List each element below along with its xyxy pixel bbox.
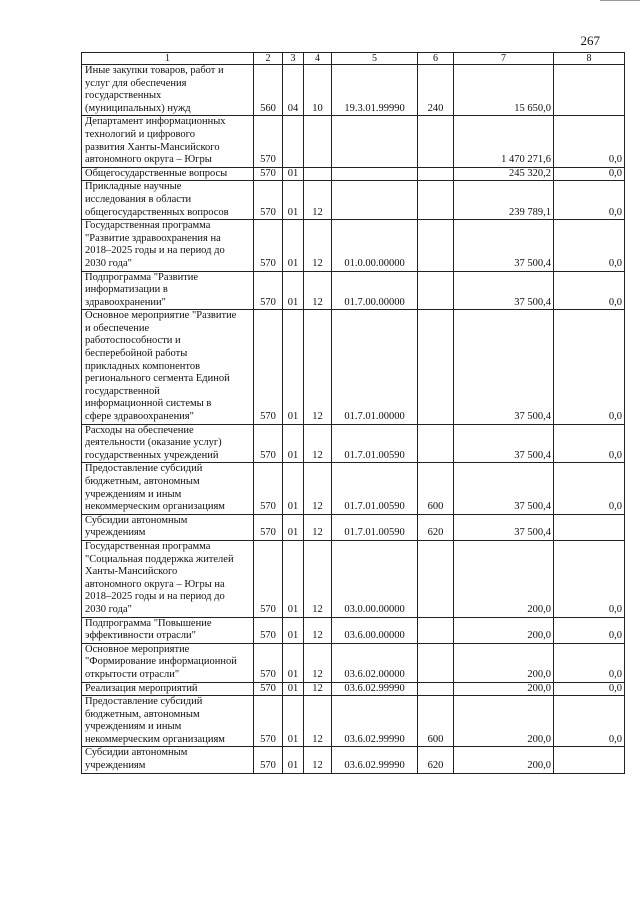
cell-c4: 10 <box>304 65 332 116</box>
row-name-line: услуг для обеспечения <box>85 77 187 89</box>
row-name-line: автономного округа – Югры <box>85 154 212 166</box>
table-row <box>82 540 625 617</box>
cell-c5: 01.7.01.00590 <box>332 514 418 540</box>
table-row <box>82 424 625 463</box>
cell-c8: 0,0 <box>554 643 625 682</box>
table-row <box>82 310 625 424</box>
row-name-cell <box>82 682 254 696</box>
cell-c5: 03.6.00.00000 <box>332 617 418 643</box>
cell-c4: 12 <box>304 181 332 220</box>
row-name-line: Субсидии автономным <box>85 514 188 526</box>
cell-c2: 570 <box>254 424 283 463</box>
row-name-line: (муниципальных) нужд <box>85 102 191 114</box>
row-name-cell <box>82 310 254 424</box>
cell-c6 <box>418 643 454 682</box>
cell-c8: 0,0 <box>554 310 625 424</box>
header-cell: 8 <box>554 53 625 65</box>
cell-c3: 01 <box>283 643 304 682</box>
row-name-line: бюджетным, автономным <box>85 476 200 487</box>
table-row <box>82 167 625 181</box>
cell-c5: 01.7.01.00590 <box>332 424 418 463</box>
row-name-line: Подпрограмма "Повышение <box>85 617 212 629</box>
cell-c2: 570 <box>254 181 283 220</box>
row-name-line: работоспособности и <box>85 335 181 347</box>
cell-c2: 570 <box>254 617 283 643</box>
cell-c7: 200,0 <box>454 643 554 682</box>
budget-table <box>81 52 625 774</box>
cell-c8: 0,0 <box>554 696 625 747</box>
cell-c8: 0,0 <box>554 220 625 271</box>
page-number: 267 <box>580 33 600 48</box>
row-name-cell <box>82 643 254 682</box>
cell-c5: 01.7.00.00000 <box>332 271 418 310</box>
cell-c2: 570 <box>254 271 283 310</box>
row-name-line: Государственная программа <box>85 220 211 232</box>
cell-c7: 37 500,4 <box>454 220 554 271</box>
row-name-line: Государственная программа <box>85 540 211 552</box>
cell-c3: 01 <box>283 540 304 617</box>
cell-c3: 01 <box>283 167 304 181</box>
row-name-line: государственных учреждений <box>85 449 219 461</box>
header-cell: 5 <box>332 53 418 65</box>
row-name-line: учреждениям <box>85 760 146 772</box>
table-row <box>82 617 625 643</box>
header-cell: 2 <box>254 53 283 65</box>
cell-c2: 570 <box>254 463 283 514</box>
cell-c3: 04 <box>283 65 304 116</box>
cell-c6: 600 <box>418 696 454 747</box>
table-header-row <box>82 53 625 65</box>
cell-c4: 12 <box>304 463 332 514</box>
cell-c5 <box>332 167 418 181</box>
row-name-line: Департамент информационных <box>85 116 226 128</box>
cell-c7: 1 470 271,6 <box>454 116 554 167</box>
row-name-line: прикладных компонентов <box>85 360 201 372</box>
cell-c3: 01 <box>283 747 304 773</box>
cell-c8: 0,0 <box>554 181 625 220</box>
cell-c3: 01 <box>283 181 304 220</box>
cell-c6 <box>418 540 454 617</box>
row-name-line: здравоохранении" <box>85 296 166 308</box>
row-name-line: технологий и цифрового <box>85 128 195 140</box>
cell-c4: 12 <box>304 514 332 540</box>
row-name-cell <box>82 220 254 271</box>
row-name-line: некоммерческим организациям <box>85 501 225 513</box>
cell-c7: 200,0 <box>454 540 554 617</box>
cell-c5: 03.6.02.99990 <box>332 682 418 696</box>
row-name-line: Реализация мероприятий <box>85 682 198 694</box>
cell-c8: 0,0 <box>554 424 625 463</box>
cell-c3: 01 <box>283 271 304 310</box>
cell-c2: 570 <box>254 643 283 682</box>
cell-c3: 01 <box>283 310 304 424</box>
cell-c2: 570 <box>254 310 283 424</box>
row-name-cell <box>82 617 254 643</box>
cell-c8: 0,0 <box>554 463 625 514</box>
cell-c7: 37 500,4 <box>454 424 554 463</box>
row-name-line: сфере здравоохранения" <box>85 411 194 423</box>
cell-c7: 37 500,4 <box>454 514 554 540</box>
cell-c2: 570 <box>254 682 283 696</box>
cell-c5: 03.6.02.00000 <box>332 643 418 682</box>
cell-c3: 01 <box>283 463 304 514</box>
row-name-line: бесперебойной работы <box>85 348 188 360</box>
cell-c3: 01 <box>283 514 304 540</box>
cell-c6: 620 <box>418 747 454 773</box>
cell-c7: 200,0 <box>454 696 554 747</box>
row-name-line: Основное мероприятие "Развитие <box>85 310 237 322</box>
cell-c5 <box>332 181 418 220</box>
table-row <box>82 463 625 514</box>
cell-c7: 15 650,0 <box>454 65 554 116</box>
row-name-cell <box>82 65 254 116</box>
row-name-line: 2030 года" <box>85 257 132 269</box>
cell-c3 <box>283 116 304 167</box>
row-name-line: исследования в области <box>85 193 192 205</box>
row-name-line: эффективности отрасли" <box>85 630 196 642</box>
row-name-line: деятельности (оказание услуг) <box>85 437 222 449</box>
cell-c8 <box>554 65 625 116</box>
table-row <box>82 514 625 540</box>
cell-c2: 570 <box>254 220 283 271</box>
cell-c6 <box>418 167 454 181</box>
cell-c6 <box>418 220 454 271</box>
row-name-line: информационной системы в <box>85 398 212 410</box>
cell-c5: 03.6.02.99990 <box>332 747 418 773</box>
cell-c4: 12 <box>304 617 332 643</box>
cell-c5: 03.6.02.99990 <box>332 696 418 747</box>
table-row <box>82 116 625 167</box>
cell-c7: 239 789,1 <box>454 181 554 220</box>
row-name-line: 2018–2025 годы и на период до <box>85 245 225 257</box>
row-name-line: автономного округа – Югры на <box>85 578 225 590</box>
cell-c7: 37 500,4 <box>454 310 554 424</box>
row-name-line: общегосударственных вопросов <box>85 206 229 218</box>
row-name-line: 2030 года" <box>85 603 132 615</box>
cell-c2: 570 <box>254 696 283 747</box>
cell-c4: 12 <box>304 220 332 271</box>
cell-c4: 12 <box>304 424 332 463</box>
row-name-cell <box>82 696 254 747</box>
row-name-line: некоммерческим организациям <box>85 733 225 745</box>
row-name-cell <box>82 514 254 540</box>
row-name-line: Ханты-Мансийского <box>85 566 178 578</box>
cell-c2: 570 <box>254 540 283 617</box>
row-name-line: регионального сегмента Единой <box>85 373 230 385</box>
cell-c4: 12 <box>304 540 332 617</box>
row-name-line: и обеспечение <box>85 322 150 334</box>
cell-c8: 0,0 <box>554 116 625 167</box>
row-name-cell <box>82 463 254 514</box>
row-name-line: государственных <box>85 90 162 102</box>
cell-c2: 570 <box>254 167 283 181</box>
table-row <box>82 271 625 310</box>
cell-c7: 37 500,4 <box>454 463 554 514</box>
page-edge-mark <box>600 0 640 13</box>
header-cell: 7 <box>454 53 554 65</box>
row-name-cell <box>82 747 254 773</box>
cell-c7: 200,0 <box>454 617 554 643</box>
row-name-line: 2018–2025 годы и на период до <box>85 591 225 603</box>
cell-c3: 01 <box>283 424 304 463</box>
row-name-line: Иные закупки товаров, работ и <box>85 65 224 76</box>
row-name-cell <box>82 181 254 220</box>
row-name-line: учреждениям и иным <box>85 721 182 733</box>
row-name-line: Предоставление субсидий <box>85 463 203 475</box>
row-name-line: развития Ханты-Мансийского <box>85 141 220 153</box>
cell-c6 <box>418 310 454 424</box>
row-name-line: Расходы на обеспечение <box>85 424 194 436</box>
row-name-line: "Формирование информационной <box>85 656 237 668</box>
row-name-line: Подпрограмма "Развитие <box>85 271 199 283</box>
row-name-cell <box>82 116 254 167</box>
cell-c6 <box>418 181 454 220</box>
table-row <box>82 643 625 682</box>
row-name-cell <box>82 167 254 181</box>
cell-c2: 560 <box>254 65 283 116</box>
cell-c8 <box>554 514 625 540</box>
table-row <box>82 682 625 696</box>
cell-c7: 245 320,2 <box>454 167 554 181</box>
row-name-cell <box>82 271 254 310</box>
cell-c2: 570 <box>254 116 283 167</box>
cell-c6: 600 <box>418 463 454 514</box>
row-name-cell <box>82 424 254 463</box>
cell-c3: 01 <box>283 682 304 696</box>
row-name-line: Общегосударственные вопросы <box>85 167 228 179</box>
cell-c7: 200,0 <box>454 682 554 696</box>
cell-c2: 570 <box>254 747 283 773</box>
row-name-line: Предоставление субсидий <box>85 696 203 708</box>
row-name-line: учреждениям <box>85 527 146 539</box>
cell-c6 <box>418 617 454 643</box>
cell-c8: 0,0 <box>554 271 625 310</box>
row-name-line: Прикладные научные <box>85 181 182 193</box>
cell-c8: 0,0 <box>554 540 625 617</box>
table-row <box>82 696 625 747</box>
row-name-line: "Социальная поддержка жителей <box>85 553 234 565</box>
cell-c4: 12 <box>304 643 332 682</box>
cell-c8: 0,0 <box>554 682 625 696</box>
header-cell: 1 <box>82 53 254 65</box>
header-cell: 6 <box>418 53 454 65</box>
cell-c4: 12 <box>304 696 332 747</box>
cell-c8: 0,0 <box>554 617 625 643</box>
cell-c4 <box>304 116 332 167</box>
cell-c4 <box>304 167 332 181</box>
cell-c8 <box>554 747 625 773</box>
row-name-line: государственной <box>85 385 160 397</box>
table-row <box>82 181 625 220</box>
cell-c4: 12 <box>304 310 332 424</box>
table-row <box>82 65 625 116</box>
cell-c5 <box>332 116 418 167</box>
cell-c5: 03.0.00.00000 <box>332 540 418 617</box>
cell-c4: 12 <box>304 682 332 696</box>
row-name-line: бюджетным, автономным <box>85 708 200 720</box>
row-name-cell <box>82 540 254 617</box>
cell-c7: 200,0 <box>454 747 554 773</box>
cell-c3: 01 <box>283 220 304 271</box>
cell-c3: 01 <box>283 696 304 747</box>
cell-c6 <box>418 116 454 167</box>
cell-c2: 570 <box>254 514 283 540</box>
cell-c6: 240 <box>418 65 454 116</box>
row-name-line: Основное мероприятие <box>85 643 190 655</box>
row-name-line: Субсидии автономным <box>85 747 188 759</box>
cell-c5: 19.3.01.99990 <box>332 65 418 116</box>
cell-c5: 01.0.00.00000 <box>332 220 418 271</box>
cell-c5: 01.7.01.00000 <box>332 310 418 424</box>
cell-c4: 12 <box>304 747 332 773</box>
table-row <box>82 220 625 271</box>
cell-c7: 37 500,4 <box>454 271 554 310</box>
table-row <box>82 747 625 773</box>
cell-c8: 0,0 <box>554 167 625 181</box>
header-cell: 4 <box>304 53 332 65</box>
row-name-line: информатизации в <box>85 284 168 296</box>
cell-c6 <box>418 271 454 310</box>
cell-c5: 01.7.01.00590 <box>332 463 418 514</box>
row-name-line: учреждениям и иным <box>85 488 182 500</box>
cell-c6 <box>418 682 454 696</box>
header-cell: 3 <box>283 53 304 65</box>
cell-c6: 620 <box>418 514 454 540</box>
cell-c4: 12 <box>304 271 332 310</box>
row-name-line: открытости отрасли" <box>85 668 180 680</box>
cell-c6 <box>418 424 454 463</box>
row-name-line: "Развитие здравоохранения на <box>85 232 221 244</box>
cell-c3: 01 <box>283 617 304 643</box>
